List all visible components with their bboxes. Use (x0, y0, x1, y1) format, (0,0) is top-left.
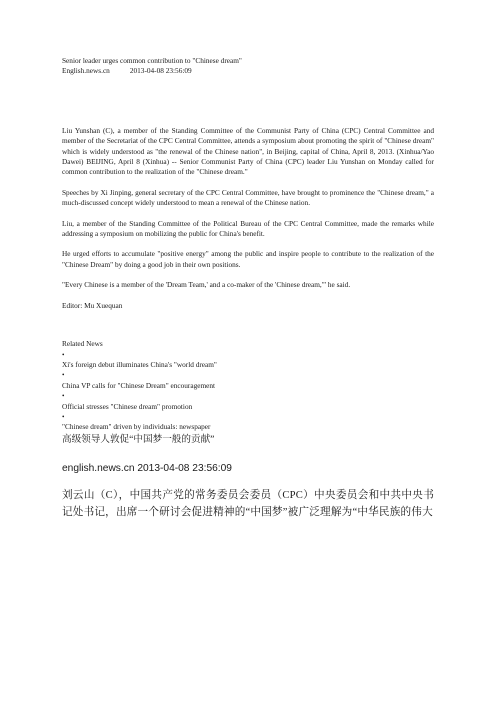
publish-datetime-en: 2013-04-08 23:56:09 (129, 66, 192, 76)
related-news-heading: Related News (62, 339, 103, 349)
bullet-icon: • (62, 371, 65, 380)
paragraph-4-en: He urged efforts to accumulate "positive energy" among the public and inspire people to contribute to the realization of the "Chinese Dream" by doing a good job in their own positions. (62, 249, 434, 269)
related-link-1[interactable]: Xi's foreign debut illuminates China's "world dream" (62, 359, 217, 369)
document-page (62, 56, 434, 521)
paragraph-1-en: Liu Yunshan (C), a member of the Standing Committee of the Communist Party of China (CPC) Central Committee and member of the Secretariat of the CPC Central Committee, attends a symposium about promoting the spirit of "Chinese dream" which is widely understood as "the renewal of the Chinese nation", in Beijing, capital of China, April 8, 2013. (Xinhua/Yao Dawei) BEIJING, April 8 (Xinhua) -- Senior Communist Party of China (CPC) leader Liu Yunshan on Monday called for common contribution to the realization of the "Chinese dream." (62, 125, 434, 177)
related-link-2[interactable]: China VP calls for "Chinese Dream" encouragement (62, 380, 216, 390)
source-name-en: English.news.cn (62, 66, 110, 76)
paragraph-2-en: Speeches by Xi Jinping, general secretary of the CPC Central Committee, have brought to prominence the "Chinese dream," a much-discussed concept widely understood to mean a renewal of the Chinese nation. (62, 187, 434, 208)
related-link-4[interactable]: "Chinese dream" driven by individuals: newspaper (62, 422, 211, 432)
paragraph-5-en: "Every Chinese is a member of the 'Dream Team,' and a co-maker of the 'Chinese dream,'" he said. (62, 280, 351, 290)
paragraph-1-zh: 刘云山（C），中国共产党的常务委员会委员（CPC）中央委员会和中共中央书记处书记，出席一个研讨会促进精神的“中国梦”被广泛理解为“中华民族的伟大 (62, 489, 434, 518)
paragraph-3-en: Liu, a member of the Standing Committee of the Political Bureau of the CPC Central Committee, made the remarks while addressing a symposium on mobilizing the public for China's benefit. (62, 218, 434, 239)
bullet-icon: • (62, 412, 65, 421)
bullet-icon: • (62, 392, 65, 401)
bullet-icon: • (62, 350, 65, 359)
article-title-en: Senior leader urges common contribution to "Chinese dream" (62, 56, 242, 65)
article-title-zh: 高级领导人敦促“中国梦一般的贡献” (62, 433, 215, 445)
related-link-3[interactable]: Official stresses "Chinese dream" promotion (62, 401, 193, 411)
editor-credit: Editor: Mu Xuequan (62, 300, 123, 310)
article-source-line-en (62, 66, 434, 76)
article-source-line-zh (62, 462, 434, 475)
publish-datetime-zh: 2013-04-08 23:56:09 (137, 462, 232, 474)
source-name-zh: english.news.cn (62, 462, 135, 474)
